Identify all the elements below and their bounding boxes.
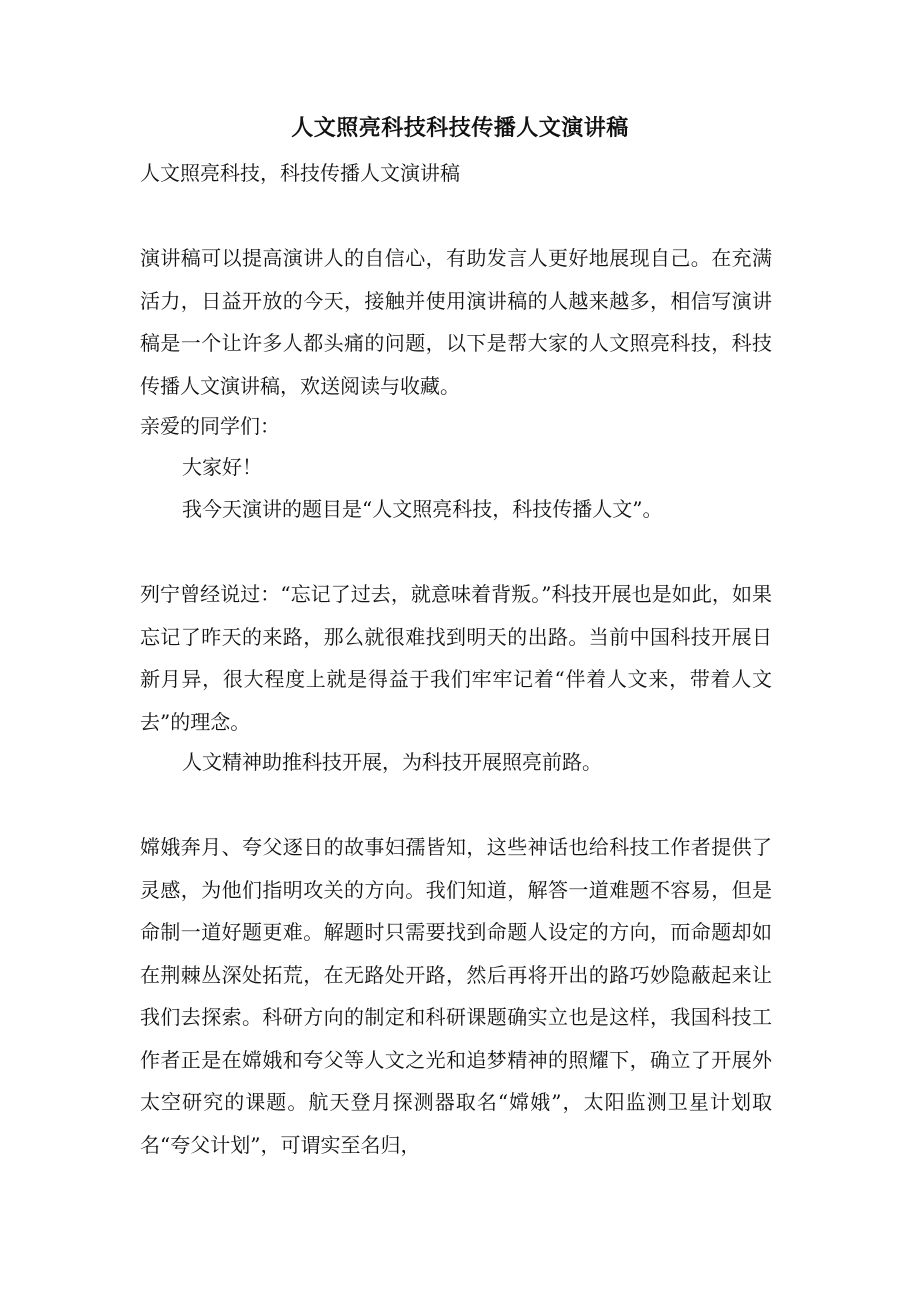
- speech-topic: 我今天演讲的题目是“人文照亮科技，科技传播人文”。: [182, 497, 663, 521]
- document-subtitle: 人文照亮科技，科技传播人文演讲稿: [140, 161, 460, 185]
- section-heading: 人文精神助推科技开展，为科技开展照亮前路。: [182, 750, 602, 774]
- greeting: 大家好！: [182, 455, 262, 479]
- salutation: 亲爱的同学们：: [140, 414, 280, 438]
- paragraph-lenin-quote: 列宁曾经说过：“忘记了过去，就意味着背叛。”科技开展也是如此，如果忘记了昨天的来路，那么就很难找到明天的出路。当前中国科技开展日新月异，很大程度上就是得益于我们牢牢记着“伴着人文来，带着人文去”的理念。: [140, 582, 772, 734]
- document-title: 人文照亮科技科技传播人文演讲稿: [291, 115, 629, 141]
- paragraph-chang-e-kuafu: 嫦娥奔月、夸父逐日的故事妇孺皆知，这些神话也给科技工作者提供了灵感，为他们指明攻关的方向。我们知道，解答一道难题不容易，但是命制一道好题更难。解题时只需要找到命题人设定的方向，而命题却如在荆棘丛深处拓荒，在无路处开路，然后再将开出的路巧妙隐蔽起来让我们去探索。科研方向的制定和科研课题确实立也是这样，我国科技工作者正是在嫦娥和夸父等人文之光和追梦精神的照耀下，确立了开展外太空研究的课题。航天登月探测器取名“嫦娥”，太阳监测卫星计划取名“夸父计划”，可谓实至名归，: [140, 835, 772, 1157]
- intro-paragraph: 演讲稿可以提高演讲人的自信心，有助发言人更好地展现自己。在充满活力，日益开放的今天，接触并使用演讲稿的人越来越多，相信写演讲稿是一个让许多人都头痛的问题，以下是帮大家的人文照亮科技，科技传播人文演讲稿，欢送阅读与收藏。: [140, 246, 772, 398]
